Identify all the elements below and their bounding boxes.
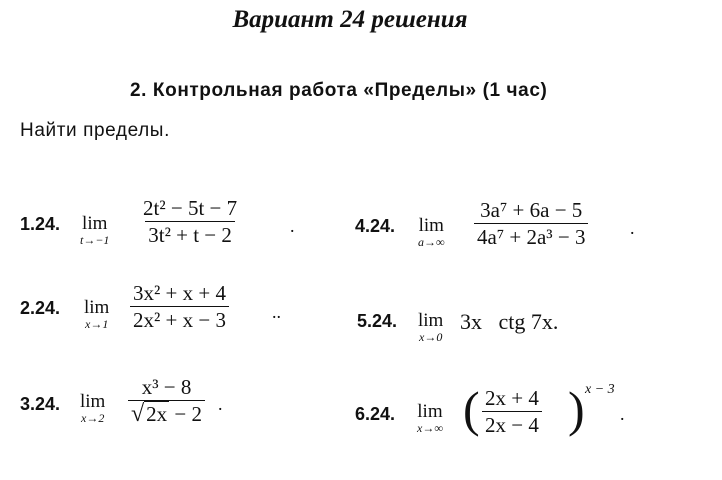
problem-6-lim xyxy=(417,402,443,435)
denominator-rest: − 2 xyxy=(169,402,203,426)
problem-number-3: 3.24. xyxy=(20,394,61,414)
lim-subscript: x→0 xyxy=(419,330,443,344)
numerator: 3x² + x + 4 xyxy=(133,281,226,305)
numerator: 2x + 4 xyxy=(485,386,539,410)
problem-number-6: 6.24. xyxy=(355,404,396,424)
lim-word: lim xyxy=(80,391,106,412)
problem-number-1: 1.24. xyxy=(20,214,61,234)
problem-3-period: . xyxy=(218,394,223,414)
problem-3-lim xyxy=(80,392,105,425)
denominator: 3t² + t − 2 xyxy=(145,221,235,247)
problem-5-lim xyxy=(418,311,443,344)
problem-6-fraction xyxy=(482,386,542,437)
problem-4-fraction xyxy=(474,198,588,249)
numerator: 2t² − 5t − 7 xyxy=(143,196,238,220)
problem-1-fraction xyxy=(140,196,240,247)
problem-4-period: . xyxy=(630,218,635,238)
problem-5-expression: 3x ctg 7x. xyxy=(460,309,559,334)
problem-2-period: .. xyxy=(272,302,281,322)
exponent: x − 3 xyxy=(585,382,615,397)
problem-number-2: 2.24. xyxy=(20,298,61,318)
lim-subscript: a→∞ xyxy=(418,235,445,249)
radicand: 2x xyxy=(146,402,168,426)
numerator: 3a⁷ + 6a − 5 xyxy=(480,198,583,222)
section-title: 2. Контрольная работа «Пределы» (1 час) xyxy=(130,80,548,101)
radical-sign: √ xyxy=(131,401,145,427)
problem-number-5: 5.24. xyxy=(357,311,398,331)
numerator: x³ − 8 xyxy=(141,375,192,399)
open-paren: ( xyxy=(463,381,480,437)
instruction-text: Найти пределы. xyxy=(20,120,170,141)
denominator xyxy=(128,400,205,426)
denominator: 2x − 4 xyxy=(482,411,542,437)
problem-1-period: . xyxy=(290,216,295,236)
denominator: 2x² + x − 3 xyxy=(130,306,229,332)
problem-2-lim xyxy=(84,298,109,331)
lim-word: lim xyxy=(84,297,110,318)
problem-6-period: . xyxy=(620,404,625,424)
lim-word: lim xyxy=(418,310,444,331)
problem-3-fraction xyxy=(128,375,205,426)
denominator: 4a⁷ + 2a³ − 3 xyxy=(474,223,588,249)
lim-subscript: x→∞ xyxy=(417,421,443,435)
lim-word: lim xyxy=(417,401,443,422)
problem-2-fraction xyxy=(130,281,229,332)
problem-1-lim xyxy=(80,214,109,247)
problem-number-4: 4.24. xyxy=(355,216,396,236)
close-paren: ) xyxy=(568,381,585,437)
lim-word: lim xyxy=(418,215,444,236)
variant-title: Вариант 24 решения xyxy=(232,6,468,33)
lim-word: lim xyxy=(82,213,108,234)
problem-4-lim xyxy=(418,216,445,249)
lim-subscript: t→−1 xyxy=(80,233,110,247)
lim-subscript: x→2 xyxy=(81,411,105,425)
lim-subscript: x→1 xyxy=(85,317,109,331)
